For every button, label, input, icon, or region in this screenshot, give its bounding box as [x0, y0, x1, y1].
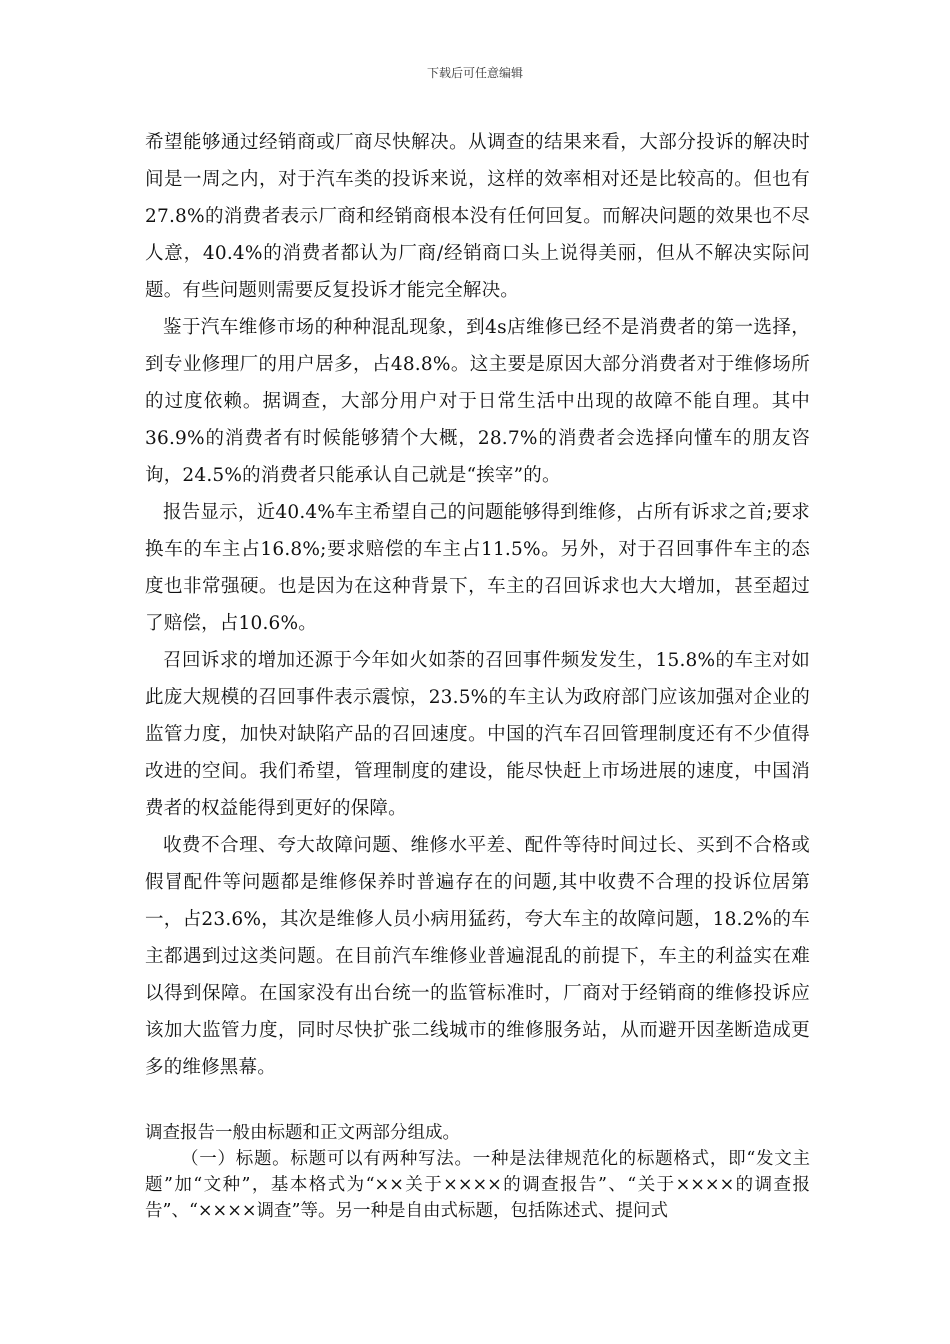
- page-header: 下载后可任意编辑: [426, 66, 523, 80]
- paragraph: 希望能够通过经销商或厂商尽快解决。从调查的结果来看，大部分投诉的解决时间是一周之内，对于汽车类的投诉来说，这样的效率相对还是比较高的。但也有27.8%的消费者表示厂商和经销商根本没有任何回复。而解决问题的效果也不尽人意，40.4%的消费者都认为厂商/经销商口头上说得美丽，但从不解决实际问题。有些问题则需要反复投诉才能完全解决。: [145, 132, 810, 301]
- report-structure-section: [145, 1120, 810, 1224]
- paragraph: 召回诉求的增加还源于今年如火如荼的召回事件频发发生，15.8%的车主对如此庞大规模的召回事件表示震惊，23.5%的车主认为政府部门应该加强对企业的监管力度，加快对缺陷产品的召回速度。中国的汽车召回管理制度还有不少值得改进的空间。我们希望，管理制度的建设，能尽快赶上市场进展的速度，中国消费者的权益能得到更好的保障。: [145, 650, 810, 819]
- paragraph: 鉴于汽车维修市场的种种混乱现象，到4s店维修已经不是消费者的第一选择，到专业修理厂的用户居多，占48.8%。这主要是原因大部分消费者对于维修场所的过度依赖。据调查，大部分用户对于日常生活中出现的故障不能自理。其中36.9%的消费者有时候能够猜个大概，28.7%的消费者会选择向懂车的朋友咨询，24.5%的消费者只能承认自己就是“挨宰”的。: [145, 317, 810, 486]
- document-body: [145, 124, 810, 1086]
- section-title-paragraph: （一）标题。标题可以有两种写法。一种是法律规范化的标题格式，即“发文主题”加“文种”，基本格式为“××关于××××的调查报告”、“关于××××的调查报告”、“××××调查”等。另一种是自由式标题，包括陈述式、提问式: [145, 1149, 810, 1221]
- paragraph: 报告显示，近40.4%车主希望自己的问题能够得到维修，占所有诉求之首;要求换车的车主占16.8%;要求赔偿的车主占11.5%。另外，对于召回事件车主的态度也非常强硬。也是因为在这种背景下，车主的召回诉求也大大增加，甚至超过了赔偿，占10.6%。: [145, 502, 810, 634]
- structure-intro: 调查报告一般由标题和正文两部分组成。: [145, 1123, 460, 1143]
- paragraph: 收费不合理、夸大故障问题、维修水平差、配件等待时间过长、买到不合格或假冒配件等问题都是维修保养时普遍存在的问题,其中收费不合理的投诉位居第一，占23.6%，其次是维修人员小病用猛药，夸大车主的故障问题，18.2%的车主都遇到过这类问题。在目前汽车维修业普遍混乱的前提下，车主的利益实在难以得到保障。在国家没有出台统一的监管标准时，厂商对于经销商的维修投诉应该加大监管力度，同时尽快扩张二线城市的维修服务站，从而避开因垄断造成更多的维修黑幕。: [145, 835, 810, 1078]
